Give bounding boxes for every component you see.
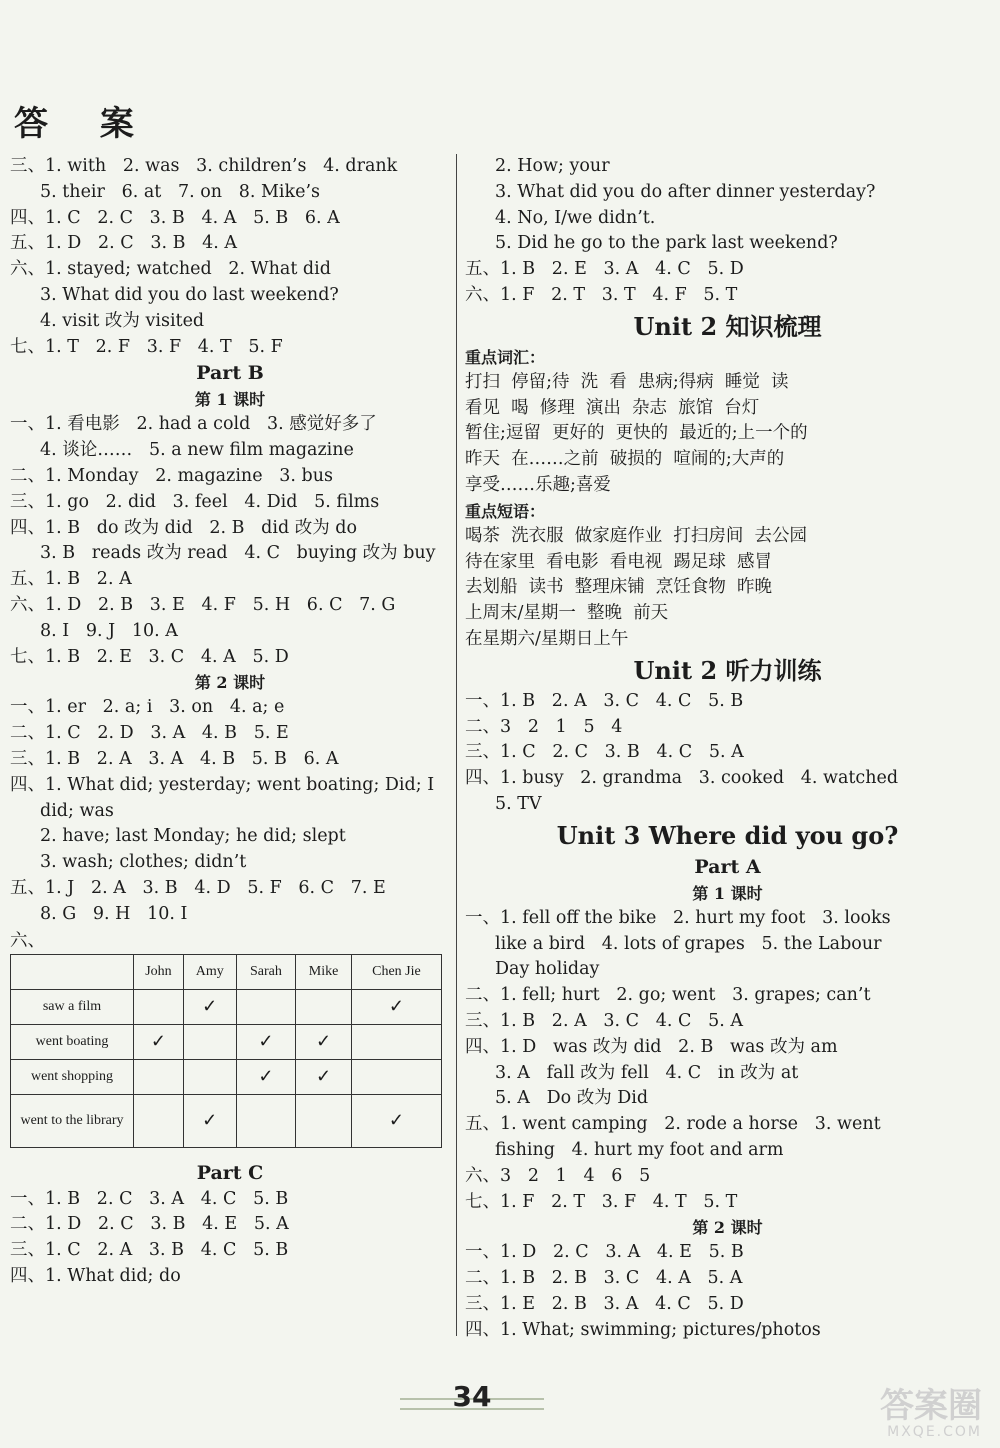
- answer-line: 二、1. fell; hurt 2. go; went 3. grapes; can’t: [465, 985, 871, 1006]
- answer-line: 待在家里 看电影 看电视 踢足球 感冒: [465, 551, 773, 572]
- empty-cell: [134, 1059, 184, 1094]
- table-header-row: [11, 954, 442, 989]
- answer-line: 一、1. D 2. C 3. A 4. E 5. B: [465, 1242, 744, 1263]
- answer-line-indented: 4. visit 改为 visited: [40, 310, 205, 331]
- answer-line-indented: 5. A Do 改为 Did: [495, 1088, 649, 1109]
- empty-cell: [296, 1094, 352, 1147]
- answer-line-indented: 3. What did you do last weekend?: [40, 284, 339, 305]
- lesson-heading: 第 2 课时: [692, 1218, 763, 1238]
- answer-line: 六、3 2 1 4 6 5: [465, 1165, 651, 1186]
- answer-line: 四、1. D was 改为 did 2. B was 改为 am: [465, 1036, 838, 1057]
- answer-line: 看见 喝 修理 演出 杂志 旅馆 台灯: [465, 397, 760, 418]
- table-body: [11, 989, 442, 1147]
- answer-line: 五、1. B 2. E 3. A 4. C 5. D: [465, 259, 744, 280]
- lesson-heading: 第 1 课时: [194, 390, 266, 410]
- answer-line-indented: did; was: [40, 800, 114, 821]
- answer-line: 四、1. What; swimming; pictures/photos: [465, 1319, 821, 1340]
- answer-line: 二、1. C 2. D 3. A 4. B 5. E: [10, 723, 289, 744]
- activity-cell: went boating: [11, 1024, 134, 1059]
- answer-line-indented: 5. Did he go to the park last weekend?: [495, 233, 838, 254]
- answer-line: 三、1. go 2. did 3. feel 4. Did 5. films: [10, 491, 380, 512]
- check-mark-cell: ✓: [134, 1024, 184, 1059]
- empty-cell: [183, 1059, 236, 1094]
- left-answer-list: [10, 154, 450, 928]
- part-heading: Part C: [196, 1161, 264, 1184]
- unit-heading: Unit 2 知识梳理: [633, 311, 822, 341]
- part-heading: Part B: [196, 362, 264, 385]
- answer-line-indented: 5. TV: [495, 793, 542, 814]
- answer-line-indented: 2. How; your: [495, 156, 610, 176]
- watermark-logo: [792, 1388, 982, 1440]
- answer-line: 四、1. What did; yesterday; went boating; Did; I: [10, 774, 435, 795]
- answer-line-indented: 3. What did you do after dinner yesterday?: [495, 181, 876, 202]
- table-row: [11, 1059, 442, 1094]
- column-divider: [456, 154, 457, 1336]
- answer-line: 六、1. F 2. T 3. T 4. F 5. T: [465, 284, 738, 305]
- answer-line: 三、1. C 2. C 3. B 4. C 5. A: [465, 742, 744, 763]
- table-corner-cell: [11, 954, 134, 989]
- activity-cell: went to the library: [11, 1094, 134, 1147]
- answer-line-indented: like a bird 4. lots of grapes 5. the Labour: [495, 933, 882, 954]
- table-header-cell: Chen Jie: [351, 954, 441, 989]
- answer-line: 三、1. B 2. A 3. C 4. C 5. A: [465, 1010, 743, 1031]
- answer-line: 六、1. stayed; watched 2. What did: [10, 259, 331, 280]
- empty-cell: [134, 989, 184, 1024]
- check-mark-cell: ✓: [183, 1094, 236, 1147]
- answer-line: 昨天 在……之前 破损的 喧闹的;大声的: [465, 449, 785, 470]
- answer-line: 一、1. 看电影 2. had a cold 3. 感觉好多了: [10, 414, 377, 435]
- section-subheading: 重点词汇：: [465, 347, 546, 367]
- left-bottom-answer-list: [10, 1160, 450, 1290]
- unit-heading: Unit 2 听力训练: [633, 655, 822, 685]
- watermark-top: 答案圈: [880, 1386, 982, 1426]
- check-mark-cell: ✓: [351, 989, 441, 1024]
- check-mark-cell: ✓: [183, 989, 236, 1024]
- answer-line: 五、1. J 2. A 3. B 4. D 5. F 6. C 7. E: [10, 877, 386, 898]
- empty-cell: [183, 1024, 236, 1059]
- watermark-bottom: MXQE.COM: [887, 1424, 982, 1440]
- answer-line: 六、1. D 2. B 3. E 4. F 5. H 6. C 7. G: [10, 594, 396, 615]
- activity-cell: saw a film: [11, 989, 134, 1024]
- answer-table: [10, 954, 442, 1148]
- table-header-cell: Sarah: [236, 954, 296, 989]
- answer-line-indented: 8. G 9. H 10. I: [40, 903, 188, 924]
- answer-line-indented: 3. wash; clothes; didn’t: [40, 852, 247, 873]
- empty-cell: [351, 1059, 441, 1094]
- answer-line: 四、1. C 2. C 3. B 4. A 5. B 6. A: [10, 207, 340, 228]
- page-title: 答 案: [14, 104, 154, 144]
- part-heading: Part A: [694, 855, 761, 878]
- answer-line-indented: 3. A fall 改为 fell 4. C in 改为 at: [495, 1062, 799, 1083]
- empty-cell: [134, 1094, 184, 1147]
- answer-line-indented: 8. I 9. J 10. A: [40, 620, 178, 641]
- answer-line: 暂住;逗留 更好的 更快的 最近的;上一个的: [465, 423, 808, 444]
- answer-line: 七、1. B 2. E 3. C 4. A 5. D: [10, 646, 289, 667]
- left-column: [10, 154, 450, 1290]
- check-mark-cell: ✓: [296, 1059, 352, 1094]
- section-subheading: 重点短语：: [465, 501, 546, 521]
- empty-cell: [296, 989, 352, 1024]
- answer-line-indented: 5. their 6. at 7. on 8. Mike’s: [40, 181, 321, 202]
- activity-cell: went shopping: [11, 1059, 134, 1094]
- answer-line: 四、1. What did; do: [10, 1265, 181, 1286]
- table-row: [11, 1094, 442, 1147]
- answer-line: 三、1. E 2. B 3. A 4. C 5. D: [465, 1293, 744, 1314]
- right-answer-list: [465, 154, 990, 1343]
- empty-cell: [351, 1024, 441, 1059]
- answer-line: 在星期六/星期日上午: [465, 628, 629, 649]
- answer-line: 喝茶 洗衣服 做家庭作业 打扫房间 去公园: [465, 525, 808, 546]
- answer-line: 打扫 停留;待 洗 看 患病;得病 睡觉 读: [465, 371, 789, 392]
- answer-line: 二、1. B 2. B 3. C 4. A 5. A: [465, 1268, 743, 1289]
- table-label: 六、: [10, 930, 45, 951]
- answer-line-indented: 2. have; last Monday; he did; slept: [40, 826, 346, 847]
- answer-line: 一、1. er 2. a; i 3. on 4. a; e: [10, 697, 285, 718]
- answer-line: 一、1. B 2. A 3. C 4. C 5. B: [465, 690, 744, 711]
- unit-heading: Unit 3 Where did you go?: [556, 820, 899, 850]
- check-mark-cell: ✓: [296, 1024, 352, 1059]
- check-mark-cell: ✓: [236, 1024, 296, 1059]
- answer-line: 四、1. B do 改为 did 2. B did 改为 do: [10, 517, 358, 538]
- empty-cell: [236, 1094, 296, 1147]
- answer-line: 去划船 读书 整理床铺 烹饪食物 昨晚: [465, 577, 773, 598]
- lesson-heading: 第 2 课时: [194, 673, 266, 693]
- answer-line-indented: Day holiday: [495, 959, 600, 980]
- lesson-heading: 第 1 课时: [692, 883, 763, 903]
- answer-line: 七、1. T 2. F 3. F 4. T 5. F: [10, 336, 283, 357]
- check-mark-cell: ✓: [351, 1094, 441, 1147]
- table-row: [11, 1024, 442, 1059]
- answer-line: 享受……乐趣;喜爱: [465, 474, 611, 495]
- answer-line: 上周末/星期一 整晚 前天: [465, 603, 669, 624]
- table-header-cell: Amy: [183, 954, 236, 989]
- answer-line-indented: 3. B reads 改为 read 4. C buying 改为 buy: [40, 543, 436, 564]
- answer-line: 一、1. B 2. C 3. A 4. C 5. B: [10, 1188, 289, 1209]
- answer-line: 四、1. busy 2. grandma 3. cooked 4. watched: [465, 768, 899, 789]
- answer-line-indented: 4. 谈论…… 5. a new film magazine: [40, 440, 354, 461]
- empty-cell: [236, 989, 296, 1024]
- table-row: [11, 989, 442, 1024]
- page-number: 34: [452, 1380, 492, 1413]
- answer-line: 三、1. with 2. was 3. children’s 4. drank: [10, 156, 398, 176]
- answer-line: 一、1. fell off the bike 2. hurt my foot 3. looks: [465, 907, 891, 928]
- answer-line-indented: fishing 4. hurt my foot and arm: [495, 1139, 784, 1160]
- right-column: [465, 154, 990, 1343]
- answer-line: 五、1. B 2. A: [10, 569, 132, 590]
- answer-line: 二、1. Monday 2. magazine 3. bus: [10, 465, 333, 486]
- answer-line-indented: 4. No, I/we didn’t.: [495, 207, 656, 228]
- answer-line: 五、1. D 2. C 3. B 4. A: [10, 233, 238, 254]
- answer-line: 五、1. went camping 2. rode a horse 3. went: [465, 1114, 881, 1135]
- answer-line: 七、1. F 2. T 3. F 4. T 5. T: [465, 1191, 738, 1212]
- table-header-cell: Mike: [296, 954, 352, 989]
- answer-line: 二、3 2 1 5 4: [465, 716, 623, 737]
- answer-line: 二、1. D 2. C 3. B 4. E 5. A: [10, 1214, 289, 1235]
- check-mark-cell: ✓: [236, 1059, 296, 1094]
- answer-line: 三、1. C 2. A 3. B 4. C 5. B: [10, 1240, 289, 1261]
- answer-line: 三、1. B 2. A 3. A 4. B 5. B 6. A: [10, 748, 339, 769]
- table-header-cell: John: [134, 954, 184, 989]
